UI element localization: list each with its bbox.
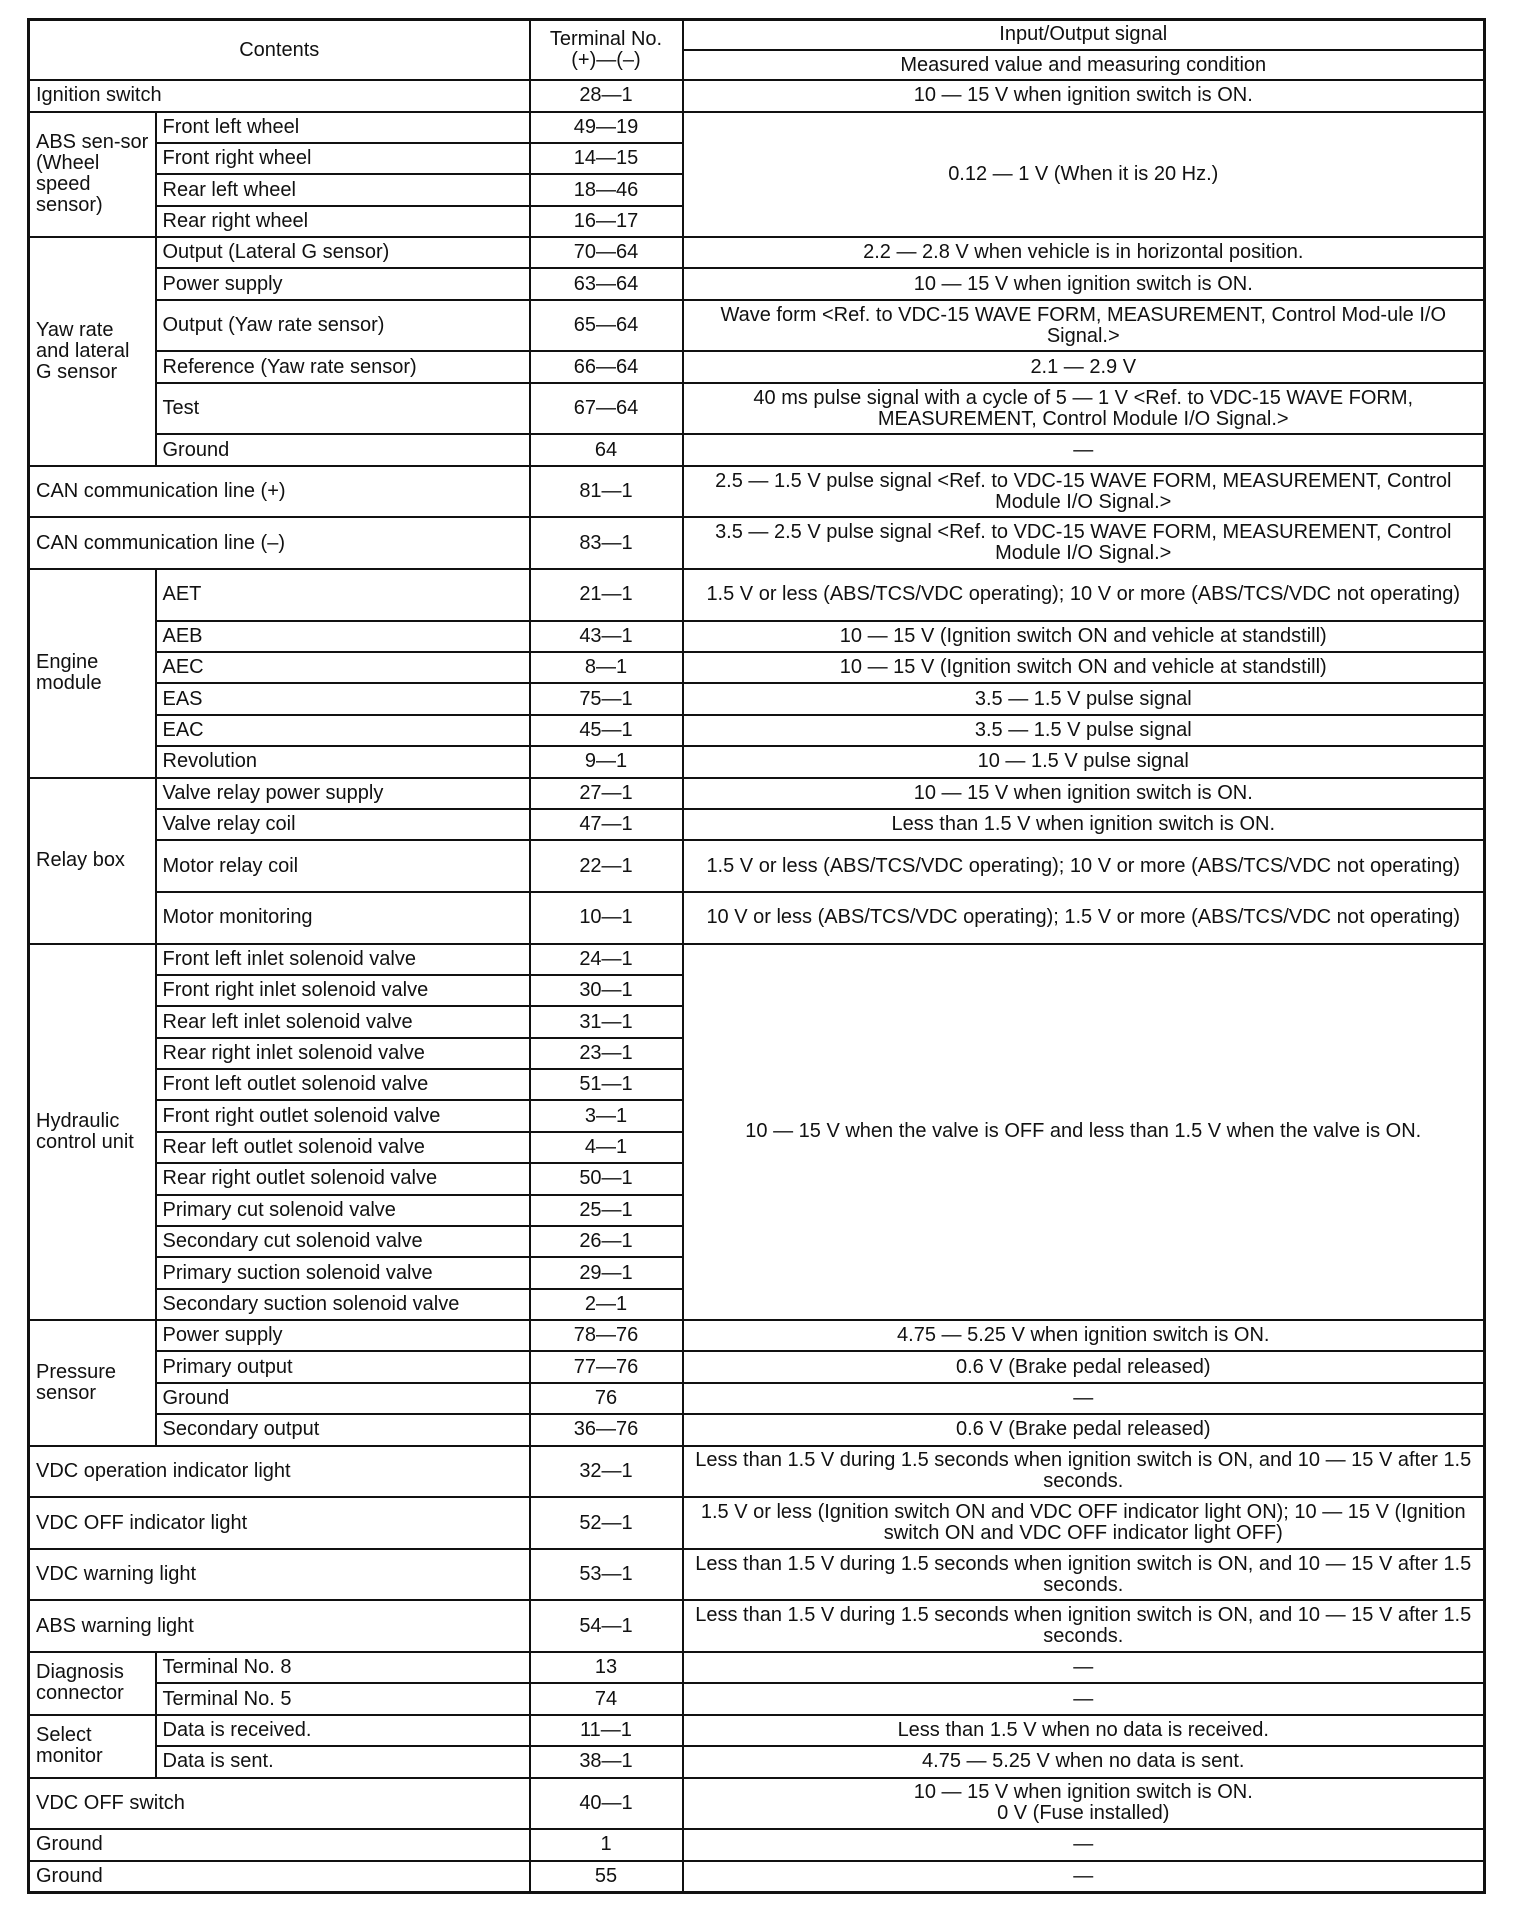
row-terminal: 49—19 — [530, 112, 683, 143]
row-terminal: 29—1 — [530, 1257, 683, 1288]
row-value: Less than 1.5 V during 1.5 seconds when ignition switch is ON, and 10 — 15 V after 1.5 seconds. — [683, 1446, 1485, 1498]
row-label: Rear left inlet solenoid valve — [156, 1006, 530, 1037]
row-label: Motor relay coil — [156, 840, 530, 892]
header-terminal — [530, 20, 683, 81]
row-label: Test — [156, 383, 530, 435]
row-value: Wave form <Ref. to VDC-15 WAVE FORM, MEASUREMENT, Control Mod-ule I/O Signal.> — [683, 300, 1485, 352]
row-terminal: 51—1 — [530, 1069, 683, 1100]
row-terminal: 54—1 — [530, 1600, 683, 1652]
row-label: Secondary cut solenoid valve — [156, 1226, 530, 1257]
table-row — [29, 1829, 1485, 1860]
row-label: AET — [156, 569, 530, 621]
row-value: Less than 1.5 V when no data is received. — [683, 1715, 1485, 1746]
row-terminal: 4—1 — [530, 1132, 683, 1163]
table-row — [29, 746, 1485, 777]
row-value: 3.5 — 2.5 V pulse signal <Ref. to VDC-15 WAVE FORM, MEASUREMENT, Control Module I/O Signal.> — [683, 517, 1485, 569]
row-label: Primary suction solenoid valve — [156, 1257, 530, 1288]
table-row — [29, 1652, 1485, 1683]
row-value: 1.5 V or less (ABS/TCS/VDC operating); 10 V or more (ABS/TCS/VDC not operating) — [683, 840, 1485, 892]
row-label: Terminal No. 5 — [156, 1683, 530, 1714]
table-row — [29, 1414, 1485, 1445]
row-label: Ground — [156, 434, 530, 465]
group-hydraulic-unit: Hydraulic control unit — [29, 944, 156, 1321]
row-value: 10 — 15 V when ignition switch is ON. — [683, 778, 1485, 809]
header-terminal-line2: (+)—(–) — [571, 49, 641, 72]
row-terminal: 27—1 — [530, 778, 683, 809]
row-value: 10 — 15 V (Ignition switch ON and vehicle at standstill) — [683, 652, 1485, 683]
row-terminal: 47—1 — [530, 809, 683, 840]
row-label: Power supply — [156, 268, 530, 299]
row-label: Rear left outlet solenoid valve — [156, 1132, 530, 1163]
row-label: Terminal No. 8 — [156, 1652, 530, 1683]
row-terminal: 13 — [530, 1652, 683, 1683]
row-terminal: 2—1 — [530, 1289, 683, 1320]
row-value: 10 — 15 V (Ignition switch ON and vehicle at standstill) — [683, 621, 1485, 652]
row-value: 10 — 15 V when the valve is OFF and less than 1.5 V when the valve is ON. — [683, 944, 1485, 1321]
table-row — [29, 1446, 1485, 1498]
row-terminal: 3—1 — [530, 1100, 683, 1131]
row-terminal: 30—1 — [530, 975, 683, 1006]
row-label: CAN communication line (–) — [29, 517, 530, 569]
row-terminal: 14—15 — [530, 143, 683, 174]
table-row — [29, 1383, 1485, 1414]
row-label: Output (Yaw rate sensor) — [156, 300, 530, 352]
table-row — [29, 268, 1485, 299]
table-row — [29, 383, 1485, 435]
row-label: Valve relay power supply — [156, 778, 530, 809]
row-value: — — [683, 1861, 1485, 1893]
row-label: Data is sent. — [156, 1746, 530, 1777]
row-value: 10 — 15 V when ignition switch is ON. — [683, 268, 1485, 299]
header-terminal-line1: Terminal No. — [549, 28, 663, 51]
row-value-line1: 10 — 15 V when ignition switch is ON. — [913, 1781, 1253, 1804]
table-row — [29, 80, 1485, 111]
row-value: 1.5 V or less (ABS/TCS/VDC operating); 10 V or more (ABS/TCS/VDC not operating) — [683, 569, 1485, 621]
row-value-line2: 0 V (Fuse installed) — [997, 1802, 1170, 1825]
row-label: VDC OFF indicator light — [29, 1497, 530, 1549]
row-label: EAS — [156, 683, 530, 714]
group-yaw-sensor: Yaw rate and lateral G sensor — [29, 237, 156, 466]
row-terminal: 83—1 — [530, 517, 683, 569]
row-terminal: 75—1 — [530, 683, 683, 714]
header-contents: Contents — [29, 20, 530, 81]
row-value: 10 — 15 V when ignition switch is ON. — [683, 80, 1485, 111]
row-label: AEB — [156, 621, 530, 652]
row-terminal: 55 — [530, 1861, 683, 1893]
row-value: Less than 1.5 V during 1.5 seconds when ignition switch is ON, and 10 — 15 V after 1.5 seconds. — [683, 1600, 1485, 1652]
row-terminal: 64 — [530, 434, 683, 465]
table-row — [29, 517, 1485, 569]
row-value: 2.1 — 2.9 V — [683, 351, 1485, 382]
row-label: Primary output — [156, 1351, 530, 1382]
table-row — [29, 683, 1485, 714]
row-value: — — [683, 1652, 1485, 1683]
row-value — [683, 1778, 1485, 1830]
row-value: 2.2 — 2.8 V when vehicle is in horizontal position. — [683, 237, 1485, 268]
row-label: Motor monitoring — [156, 892, 530, 944]
table-row — [29, 1497, 1485, 1549]
table-row — [29, 1549, 1485, 1601]
row-label: EAC — [156, 715, 530, 746]
header-row — [29, 20, 1485, 50]
row-terminal: 11—1 — [530, 1715, 683, 1746]
table-row — [29, 715, 1485, 746]
row-value: 0.6 V (Brake pedal released) — [683, 1414, 1485, 1445]
table-row — [29, 892, 1485, 944]
row-terminal: 31—1 — [530, 1006, 683, 1037]
row-value: — — [683, 1829, 1485, 1860]
table-row — [29, 1351, 1485, 1382]
row-label: Rear right wheel — [156, 206, 530, 237]
table-row — [29, 1320, 1485, 1351]
header-measured: Measured value and measuring condition — [683, 50, 1485, 80]
row-terminal: 32—1 — [530, 1446, 683, 1498]
row-value: 0.12 — 1 V (When it is 20 Hz.) — [683, 112, 1485, 238]
row-label: ABS warning light — [29, 1600, 530, 1652]
table-row — [29, 112, 1485, 143]
io-signal-table — [27, 18, 1486, 1894]
row-terminal: 50—1 — [530, 1163, 683, 1194]
row-label: Valve relay coil — [156, 809, 530, 840]
row-label: Front right wheel — [156, 143, 530, 174]
row-value: 2.5 — 1.5 V pulse signal <Ref. to VDC-15 WAVE FORM, MEASUREMENT, Control Module I/O Signal.> — [683, 466, 1485, 518]
row-terminal: 25—1 — [530, 1195, 683, 1226]
row-label: AEC — [156, 652, 530, 683]
row-label: Front left outlet solenoid valve — [156, 1069, 530, 1100]
row-label: Ground — [156, 1383, 530, 1414]
row-terminal: 45—1 — [530, 715, 683, 746]
row-terminal: 52—1 — [530, 1497, 683, 1549]
table-row — [29, 944, 1485, 975]
row-label: Rear left wheel — [156, 174, 530, 205]
row-terminal: 40—1 — [530, 1778, 683, 1830]
row-label: Revolution — [156, 746, 530, 777]
row-value: — — [683, 1383, 1485, 1414]
row-terminal: 26—1 — [530, 1226, 683, 1257]
table-row — [29, 300, 1485, 352]
row-label: Front left wheel — [156, 112, 530, 143]
table-row — [29, 778, 1485, 809]
row-value: 0.6 V (Brake pedal released) — [683, 1351, 1485, 1382]
group-pressure-sensor: Pressure sensor — [29, 1320, 156, 1446]
header-io-signal: Input/Output signal — [683, 20, 1485, 50]
row-label: VDC warning light — [29, 1549, 530, 1601]
row-label: Rear right outlet solenoid valve — [156, 1163, 530, 1194]
table-row — [29, 466, 1485, 518]
table-row — [29, 652, 1485, 683]
row-value: 10 — 1.5 V pulse signal — [683, 746, 1485, 777]
row-label: CAN communication line (+) — [29, 466, 530, 518]
row-terminal: 9—1 — [530, 746, 683, 777]
row-label: Rear right inlet solenoid valve — [156, 1038, 530, 1069]
row-terminal: 67—64 — [530, 383, 683, 435]
row-label: Ignition switch — [29, 80, 530, 111]
row-terminal: 74 — [530, 1683, 683, 1714]
row-label: Primary cut solenoid valve — [156, 1195, 530, 1226]
table-row — [29, 434, 1485, 465]
row-terminal: 43—1 — [530, 621, 683, 652]
group-engine-module: Engine module — [29, 569, 156, 778]
row-value: 10 V or less (ABS/TCS/VDC operating); 1.5 V or more (ABS/TCS/VDC not operating) — [683, 892, 1485, 944]
row-label: Front right outlet solenoid valve — [156, 1100, 530, 1131]
row-label: Ground — [29, 1829, 530, 1860]
row-value: Less than 1.5 V during 1.5 seconds when ignition switch is ON, and 10 — 15 V after 1.5 seconds. — [683, 1549, 1485, 1601]
row-terminal: 70—64 — [530, 237, 683, 268]
row-label: Reference (Yaw rate sensor) — [156, 351, 530, 382]
row-terminal: 53—1 — [530, 1549, 683, 1601]
row-label: Power supply — [156, 1320, 530, 1351]
row-terminal: 78—76 — [530, 1320, 683, 1351]
row-value: Less than 1.5 V when ignition switch is ON. — [683, 809, 1485, 840]
row-value: 4.75 — 5.25 V when no data is sent. — [683, 1746, 1485, 1777]
row-terminal: 36—76 — [530, 1414, 683, 1445]
table-row — [29, 1683, 1485, 1714]
table-row — [29, 621, 1485, 652]
row-label: VDC OFF switch — [29, 1778, 530, 1830]
row-terminal: 1 — [530, 1829, 683, 1860]
row-value: 4.75 — 5.25 V when ignition switch is ON. — [683, 1320, 1485, 1351]
row-terminal: 81—1 — [530, 466, 683, 518]
row-value: — — [683, 434, 1485, 465]
row-label: Secondary output — [156, 1414, 530, 1445]
row-value: 3.5 — 1.5 V pulse signal — [683, 683, 1485, 714]
row-label: Ground — [29, 1861, 530, 1893]
row-terminal: 10—1 — [530, 892, 683, 944]
table-row — [29, 1861, 1485, 1893]
table-row — [29, 237, 1485, 268]
row-value: 1.5 V or less (Ignition switch ON and VDC OFF indicator light ON); 10 — 15 V (Ignition switch ON and VDC OFF indicator light OFF) — [683, 1497, 1485, 1549]
row-label: Output (Lateral G sensor) — [156, 237, 530, 268]
row-value: 40 ms pulse signal with a cycle of 5 — 1 V <Ref. to VDC-15 WAVE FORM, MEASUREMENT, Control Module I/O Signal.> — [683, 383, 1485, 435]
table-row — [29, 1600, 1485, 1652]
row-terminal: 65—64 — [530, 300, 683, 352]
row-label: Data is received. — [156, 1715, 530, 1746]
row-terminal: 63—64 — [530, 268, 683, 299]
row-terminal: 22—1 — [530, 840, 683, 892]
row-value: 3.5 — 1.5 V pulse signal — [683, 715, 1485, 746]
row-terminal: 24—1 — [530, 944, 683, 975]
row-label: Secondary suction solenoid valve — [156, 1289, 530, 1320]
row-terminal: 21—1 — [530, 569, 683, 621]
table-row — [29, 809, 1485, 840]
row-label: Front left inlet solenoid valve — [156, 944, 530, 975]
table-row — [29, 351, 1485, 382]
row-terminal: 38—1 — [530, 1746, 683, 1777]
group-relay-box: Relay box — [29, 778, 156, 944]
table-row — [29, 840, 1485, 892]
table-row — [29, 1715, 1485, 1746]
row-value: — — [683, 1683, 1485, 1714]
row-terminal: 76 — [530, 1383, 683, 1414]
row-terminal: 66—64 — [530, 351, 683, 382]
row-terminal: 18—46 — [530, 174, 683, 205]
table-row — [29, 569, 1485, 621]
row-label: Front right inlet solenoid valve — [156, 975, 530, 1006]
row-terminal: 23—1 — [530, 1038, 683, 1069]
group-diagnosis-connector: Diagnosis connector — [29, 1652, 156, 1715]
row-terminal: 77—76 — [530, 1351, 683, 1382]
row-terminal: 8—1 — [530, 652, 683, 683]
table-row — [29, 1746, 1485, 1777]
row-label: VDC operation indicator light — [29, 1446, 530, 1498]
group-abs-sensor: ABS sen-sor (Wheel speed sensor) — [29, 112, 156, 238]
table-row — [29, 1778, 1485, 1830]
group-select-monitor: Select monitor — [29, 1715, 156, 1778]
row-terminal: 28—1 — [530, 80, 683, 111]
row-terminal: 16—17 — [530, 206, 683, 237]
